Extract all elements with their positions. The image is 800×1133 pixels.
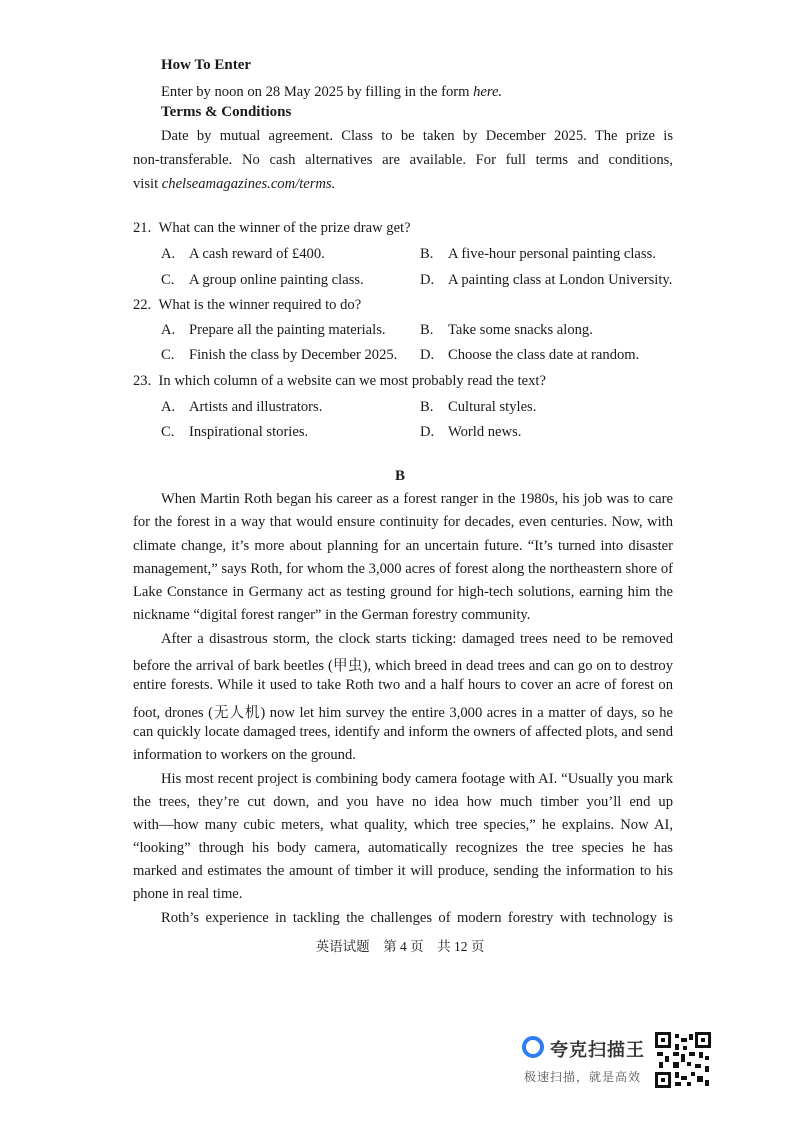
passage-line: entire forests. While it used to take Roth two and a half hours to cover an acre of forest on [133,677,673,693]
passage-line: foot, drones (无人机) now let him survey the entire 3,000 acres in a matter of days, so he [133,705,673,721]
passage-line: information to workers on the ground. [133,747,356,763]
passage-line: After a disastrous storm, the clock starts ticking: damaged trees need to be removed [161,631,673,647]
option-21-c[interactable]: C. A group online painting class. [161,272,364,288]
passage-line: Roth’s experience in tackling the challenges of modern forestry with technology is [161,910,673,926]
option-22-a[interactable]: A. Prepare all the painting materials. [161,322,386,338]
passage-line: nickname “digital forest ranger” in the German forestry community. [133,607,531,623]
option-21-d[interactable]: D. A painting class at London University. [420,272,673,288]
option-22-c[interactable]: C. Finish the class by December 2025. [161,347,398,363]
terms-line-1: Date by mutual agreement. Class to be taken by December 2025. The prize is [161,128,673,144]
option-21-b[interactable]: B. A five-hour personal painting class. [420,246,656,262]
terms-heading: Terms & Conditions [161,104,292,120]
scanner-tagline: 极速扫描，就是高效 [524,1070,642,1084]
terms-line-3: visit chelseamagazines.com/terms. [133,176,336,192]
question-21: 21. What can the winner of the prize draw get? [133,220,411,236]
option-23-a[interactable]: A. Artists and illustrators. [161,399,323,415]
terms-link[interactable]: chelseamagazines.com/terms. [161,176,336,192]
passage-line: phone in real time. [133,886,243,902]
qr-code-icon [655,1032,711,1088]
question-22: 22. What is the winner required to do? [133,297,362,313]
passage-line: climate change, it’s more about planning for an uncertain future. “It’s turned into disaster [133,538,673,554]
option-22-d[interactable]: D. Choose the class date at random. [420,347,640,363]
section-b-label: B [394,468,405,484]
passage-line: before the arrival of bark beetles (甲虫), which breed in dead trees and can go on to destroy [133,658,673,674]
passage-line: with—how many cubic meters, what quality, which tree species,” he explains. Now AI, [133,817,673,833]
option-22-b[interactable]: B. Take some snacks along. [420,322,593,338]
passage-line: marked and estimates the amount of timber it will produce, sending the information to his [133,863,673,879]
passage-line: “looking” through his body camera, automatically recognizes the tree species he has [133,840,673,856]
option-23-b[interactable]: B. Cultural styles. [420,399,537,415]
passage-line: Lake Constance in Germany act as testing ground for high-tech solutions, earning him the [133,584,673,600]
question-23: 23. In which column of a website can we most probably read the text? [133,373,546,389]
scanner-logo-icon [522,1036,544,1058]
passage-line: the trees, they’re cut down, and you have no idea how much timber you’ll end up [133,794,673,810]
scanner-name: 夸克扫描王 [550,1040,645,1061]
how-to-enter-heading: How To Enter [161,57,252,73]
page-footer: 英语试题 第 4 页 共 12 页 [315,939,485,954]
passage-line: management,” says Roth, for whom the 3,000 acres of forest along the northeastern shore of [133,561,673,577]
terms-line-2: non-transferable. No cash alternatives are available. For full terms and conditions, [133,152,673,168]
passage-line: can quickly locate damaged trees, identify and inform the owners of affected plots, and send [133,724,673,740]
option-21-a[interactable]: A. A cash reward of £400. [161,246,325,262]
entry-form-link[interactable]: here. [473,84,503,100]
option-23-d[interactable]: D. World news. [420,424,522,440]
passage-line: His most recent project is combining body camera footage with AI. “Usually you mark [161,771,673,787]
passage-line: When Martin Roth began his career as a forest ranger in the 1980s, his job was to care [161,491,673,507]
passage-line: for the forest in a way that would ensure continuity for decades, even centuries. Now, with [133,514,673,530]
how-to-enter-text: Enter by noon on 28 May 2025 by filling in the form here. [161,84,503,100]
option-23-c[interactable]: C. Inspirational stories. [161,424,309,440]
